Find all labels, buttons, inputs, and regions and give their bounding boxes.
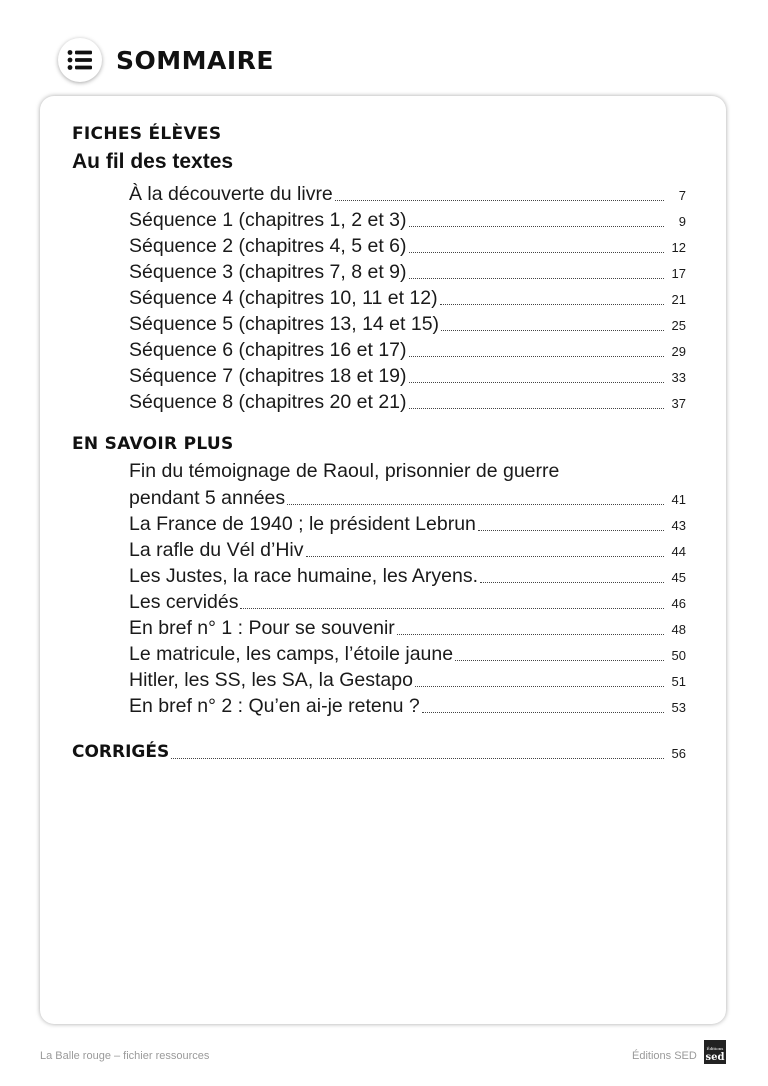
toc-entry[interactable] xyxy=(129,284,686,310)
toc-entry[interactable] xyxy=(129,562,686,588)
toc-entry[interactable] xyxy=(129,310,686,336)
toc-entry-label: Séquence 6 (chapitres 16 et 17) xyxy=(129,339,407,361)
toc-entry[interactable] xyxy=(129,484,686,510)
toc-page-number: 50 xyxy=(671,648,686,663)
header xyxy=(58,38,274,82)
toc-entry-label: Les cervidés xyxy=(129,591,239,613)
toc-page-number: 56 xyxy=(671,746,686,761)
toc-entry-label: pendant 5 années xyxy=(129,487,286,509)
toc-leader xyxy=(409,382,664,383)
section-title-savoir: EN SAVOIR PLUS xyxy=(72,434,234,454)
logo-text: sed xyxy=(705,1052,725,1063)
toc-entry-label: La rafle du Vél d’Hiv xyxy=(129,539,304,561)
toc-leader xyxy=(335,200,664,201)
toc-page-number: 12 xyxy=(671,240,686,255)
toc-entry[interactable] xyxy=(129,640,686,666)
toc-leader xyxy=(240,608,664,609)
toc-entry-label: Hitler, les SS, les SA, la Gestapo xyxy=(129,669,413,691)
section-title-fiches: FICHES ÉLÈVES xyxy=(72,124,222,144)
toc-entry[interactable] xyxy=(129,206,686,232)
toc-page-number: 21 xyxy=(671,292,686,307)
toc-entry[interactable] xyxy=(129,510,686,536)
toc-entry[interactable] xyxy=(129,692,686,718)
toc-page-number: 17 xyxy=(671,266,686,281)
toc-page-number: 44 xyxy=(671,544,686,559)
toc-page-number: 29 xyxy=(671,344,686,359)
toc-entry-label: Séquence 8 (chapitres 20 et 21) xyxy=(129,391,407,413)
toc-page-number: 37 xyxy=(671,396,686,411)
toc-leader xyxy=(409,408,664,409)
list-icon xyxy=(58,38,102,82)
toc-entry-label: Séquence 1 (chapitres 1, 2 et 3) xyxy=(129,209,407,231)
toc-page-number: 51 xyxy=(671,674,686,689)
toc-page-number: 53 xyxy=(671,700,686,715)
toc-page-number: 9 xyxy=(678,214,686,229)
toc-leader xyxy=(440,304,664,305)
toc-entry[interactable] xyxy=(129,180,686,206)
toc-entry-label: La France de 1940 ; le président Lebrun xyxy=(129,513,476,535)
toc-entry[interactable] xyxy=(129,336,686,362)
toc-leader xyxy=(409,252,664,253)
toc-entry-label: En bref n° 1 : Pour se souvenir xyxy=(129,617,395,639)
toc-leader xyxy=(409,226,664,227)
toc-entry-label: Séquence 5 (chapitres 13, 14 et 15) xyxy=(129,313,440,335)
toc-entry-label: En bref n° 2 : Qu’en ai-je retenu ? xyxy=(129,695,420,717)
toc-leader xyxy=(287,504,664,505)
toc-entry-label: Séquence 4 (chapitres 10, 11 et 12) xyxy=(129,287,438,309)
toc-page-number: 41 xyxy=(671,492,686,507)
toc-entry[interactable] xyxy=(129,666,686,692)
logo-small-text: Éditions xyxy=(706,1046,724,1051)
toc-entry-first-line[interactable]: Fin du témoignage de Raoul, prisonnier de guerre xyxy=(129,460,560,482)
toc-leader xyxy=(306,556,664,557)
toc-leader xyxy=(409,356,664,357)
toc-entry-label: À la découverte du livre xyxy=(129,183,333,205)
section-title-corriges: CORRIGÉS xyxy=(72,742,170,762)
page-title: SOMMAIRE xyxy=(116,45,274,75)
toc-leader xyxy=(478,530,664,531)
toc-leader xyxy=(441,330,664,331)
section-subtitle-fil-des-textes: Au fil des textes xyxy=(72,150,234,173)
toc-leader xyxy=(409,278,664,279)
toc-page-number: 7 xyxy=(678,188,686,203)
toc-entry-corriges[interactable] xyxy=(72,738,686,764)
toc-leader xyxy=(397,634,664,635)
toc-entry[interactable] xyxy=(129,388,686,414)
toc-page-number: 46 xyxy=(671,596,686,611)
toc-entry[interactable] xyxy=(129,258,686,284)
toc-entry-label: Séquence 7 (chapitres 18 et 19) xyxy=(129,365,407,387)
toc-leader xyxy=(171,758,664,759)
toc-entry[interactable] xyxy=(129,362,686,388)
toc-entry[interactable] xyxy=(129,232,686,258)
toc-entry[interactable] xyxy=(129,614,686,640)
toc-entry-label: Séquence 3 (chapitres 7, 8 et 9) xyxy=(129,261,407,283)
toc-page-number: 25 xyxy=(671,318,686,333)
toc-entry-label: Les Justes, la race humaine, les Aryens. xyxy=(129,565,479,587)
toc-leader xyxy=(455,660,664,661)
toc-entry-label: Séquence 2 (chapitres 4, 5 et 6) xyxy=(129,235,407,257)
toc-page-number: 48 xyxy=(671,622,686,637)
toc-page-number: 45 xyxy=(671,570,686,585)
footer-book-title: La Balle rouge – fichier ressources xyxy=(40,1050,210,1062)
toc-page-number: 33 xyxy=(671,370,686,385)
toc-entry[interactable] xyxy=(129,588,686,614)
publisher-logo xyxy=(704,1040,726,1064)
toc-leader xyxy=(415,686,664,687)
toc-leader xyxy=(422,712,664,713)
toc-entry[interactable] xyxy=(129,536,686,562)
toc-entry-label: Le matricule, les camps, l’étoile jaune xyxy=(129,643,454,665)
toc-leader xyxy=(480,582,664,583)
footer-publisher: Éditions SED xyxy=(632,1050,697,1062)
toc-page-number: 43 xyxy=(671,518,686,533)
